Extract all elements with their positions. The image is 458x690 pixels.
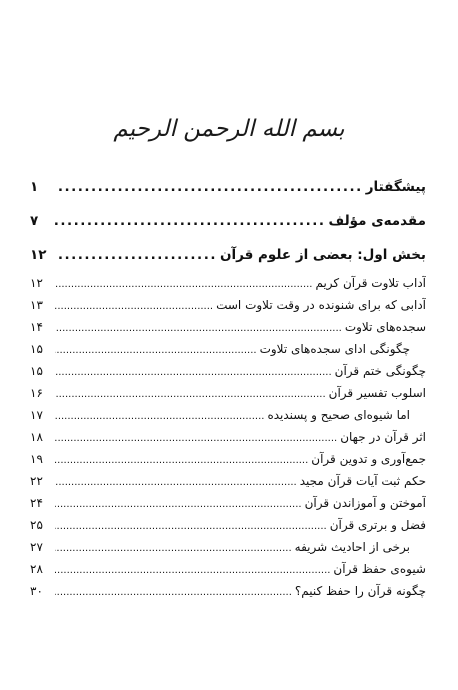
toc-entry-title: شیوه‌ی حفظ قرآن: [333, 562, 426, 576]
toc-page-number: ۱۵: [30, 364, 43, 378]
toc-subentry[interactable]: [30, 558, 426, 580]
toc-subentry[interactable]: [30, 514, 426, 536]
toc-leader-dots: [55, 238, 217, 272]
toc-subentry[interactable]: [30, 492, 426, 514]
toc-subentry[interactable]: [30, 294, 426, 316]
toc-page-number: ۱۴: [30, 320, 43, 334]
toc-page-number: ۱: [30, 179, 39, 195]
toc-entry-title: چگونگی ختم قرآن: [334, 364, 426, 378]
table-of-contents: [30, 170, 426, 602]
toc-entry-title: چگونه قرآن را حفظ کنیم؟: [294, 584, 426, 598]
toc-page-number: ۲۷: [30, 540, 43, 554]
toc-page-number: ۳۰: [30, 584, 43, 598]
toc-page-number: ۱۵: [30, 342, 43, 356]
toc-leader-dots: [55, 470, 297, 492]
toc-subentry-indented[interactable]: [30, 404, 426, 426]
toc-subentry[interactable]: [30, 470, 426, 492]
toc-leader-dots: [55, 272, 312, 294]
toc-page-number: ۲۵: [30, 518, 43, 532]
toc-subentry[interactable]: [30, 580, 426, 602]
toc-leader-dots: [55, 170, 363, 204]
toc-entry-title: حکم ثبت آیات قرآن مجید: [299, 474, 426, 488]
toc-entry-title: آموختن و آموزاندن قرآن: [304, 496, 426, 510]
toc-page-number: ۱۲: [30, 276, 43, 290]
toc-entry-title: سجده‌های تلاوت: [344, 320, 426, 334]
toc-subentry[interactable]: [30, 272, 426, 294]
toc-page-number: ۲۸: [30, 562, 43, 576]
toc-subentry-indented[interactable]: [30, 536, 426, 558]
toc-entry-title: مقدمه‌ی مؤلف: [328, 213, 426, 229]
toc-leader-dots: [55, 316, 342, 338]
toc-entry-title: برخی از احادیث شریفه: [294, 540, 410, 554]
toc-page-number: ۱۲: [30, 247, 47, 263]
toc-entry-title: آداب تلاوت قرآن کریم: [315, 276, 426, 290]
toc-leader-dots: [55, 426, 337, 448]
toc-leader-dots: [55, 558, 330, 580]
toc-page-number: ۱۳: [30, 298, 43, 312]
toc-leader-dots: [55, 492, 302, 514]
toc-subentry-indented[interactable]: [30, 338, 426, 360]
toc-entry-title: فضل و برتری قرآن: [329, 518, 426, 532]
toc-subentry[interactable]: [30, 360, 426, 382]
toc-leader-dots: [55, 360, 332, 382]
toc-entry-title: چگونگی ادای سجده‌های تلاوت: [259, 342, 410, 356]
toc-entry-title: جمع‌آوری و تدوین قرآن: [311, 452, 426, 466]
toc-entry-title: اسلوب تفسیر قرآن: [328, 386, 426, 400]
toc-entry-title: اما شیوه‌ای صحیح و پسندیده: [267, 408, 410, 422]
toc-page-number: ۱۹: [30, 452, 43, 466]
toc-entry-part-one[interactable]: [30, 238, 426, 272]
toc-entry-title: اثر قرآن در جهان: [340, 430, 426, 444]
toc-leader-dots: [55, 448, 308, 470]
toc-entry-title: پیشگفتار: [365, 179, 426, 195]
toc-subentry[interactable]: [30, 382, 426, 404]
toc-page-number: ۲۴: [30, 496, 43, 510]
toc-entry-title: بخش اول: بعضی از علوم قرآن: [219, 247, 426, 263]
toc-leader-dots: [55, 294, 213, 316]
toc-entry-author-introduction[interactable]: [30, 204, 426, 238]
toc-entry-title: آدابی که برای شنونده در وقت تلاوت است: [216, 298, 426, 312]
toc-leader-dots: [55, 382, 326, 404]
toc-subentry[interactable]: [30, 448, 426, 470]
toc-leader-dots: [55, 536, 292, 558]
basmala-heading: بسم الله الرحمن الرحیم: [113, 116, 345, 142]
toc-leader-dots: [55, 204, 326, 238]
toc-entry-foreword[interactable]: [30, 170, 426, 204]
toc-page-number: ۲۲: [30, 474, 43, 488]
toc-leader-dots: [55, 580, 292, 602]
toc-subentry[interactable]: [30, 426, 426, 448]
toc-page-number: ۱۷: [30, 408, 43, 422]
toc-subentry[interactable]: [30, 316, 426, 338]
toc-leader-dots: [55, 338, 257, 360]
toc-leader-dots: [55, 404, 264, 426]
toc-page-number: ۱۶: [30, 386, 43, 400]
toc-page-number: ۱۸: [30, 430, 43, 444]
toc-page-number: ۷: [30, 213, 39, 229]
toc-leader-dots: [55, 514, 327, 536]
